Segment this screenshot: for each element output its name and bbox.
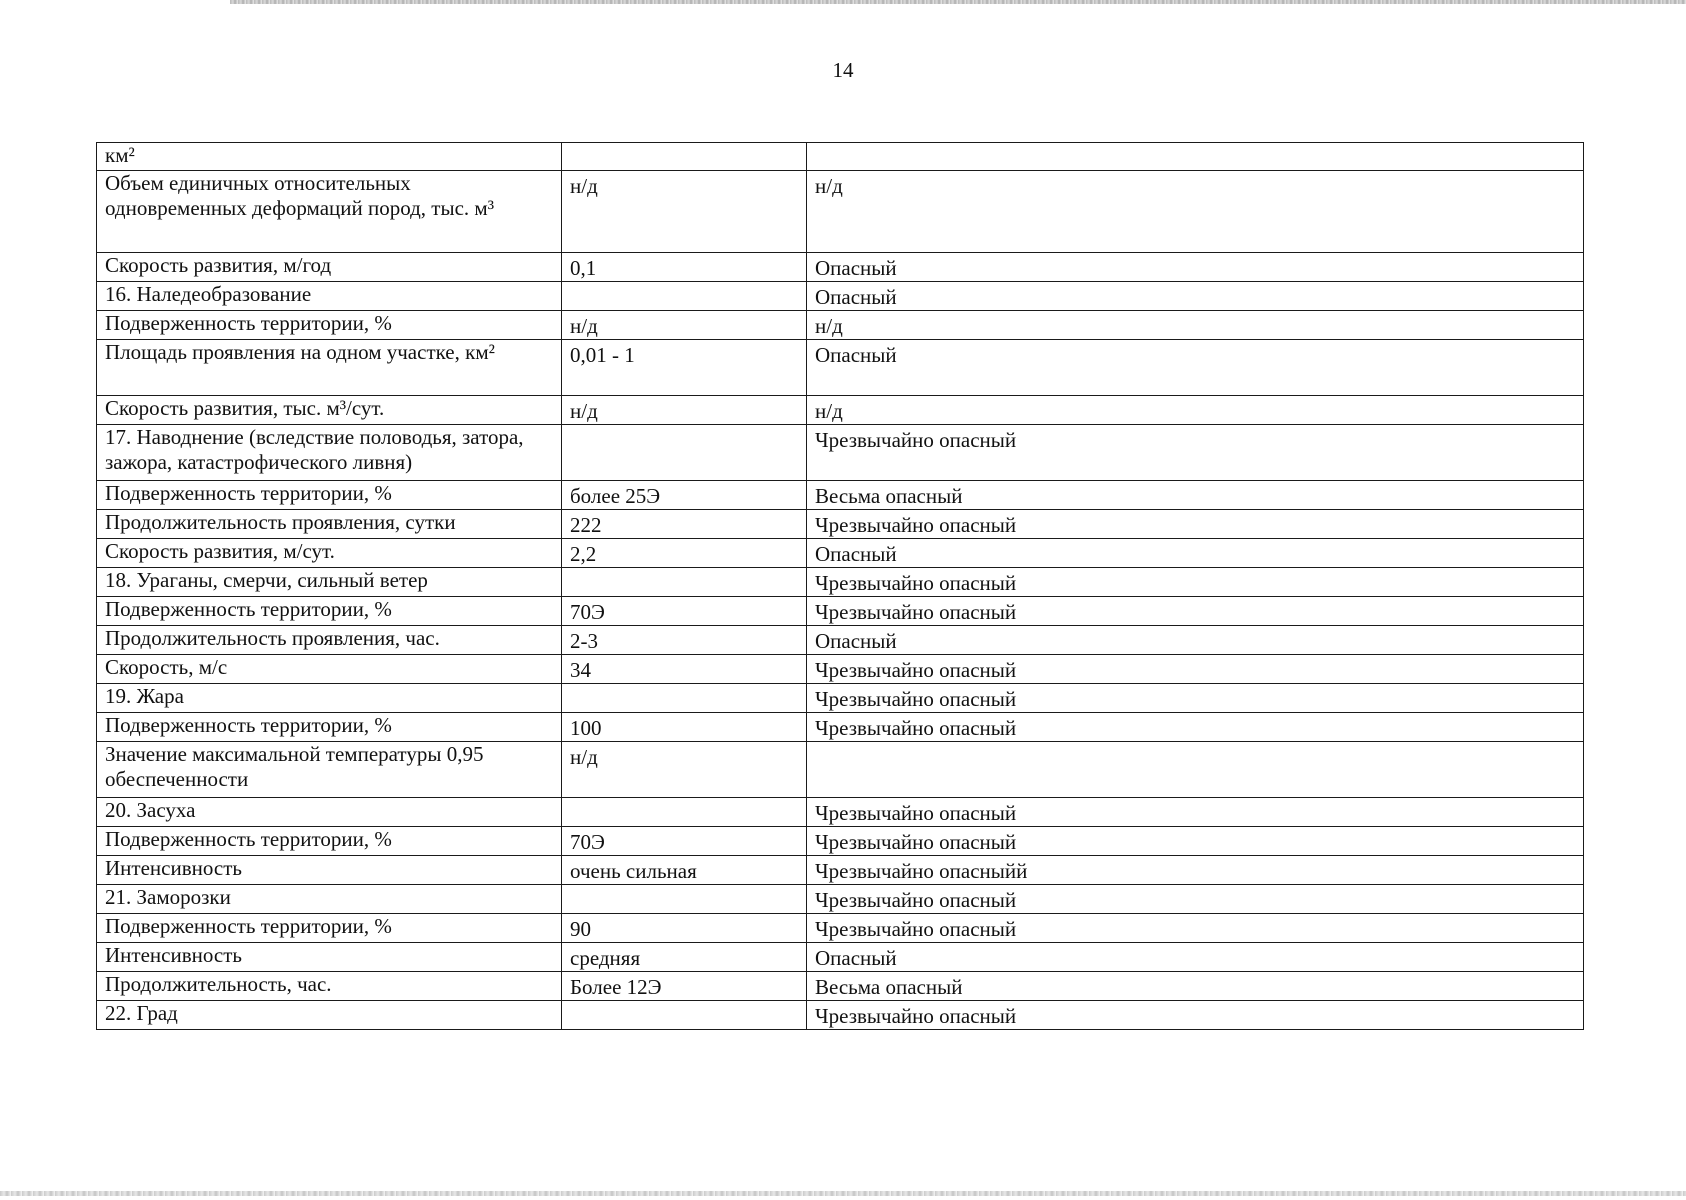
table-row bbox=[97, 311, 1584, 340]
table-cell-value: 0,1 bbox=[562, 253, 807, 282]
table-cell-value bbox=[562, 143, 807, 171]
table-row bbox=[97, 568, 1584, 597]
table-cell-value bbox=[562, 684, 807, 713]
table-cell-parameter: Подверженность территории, % bbox=[97, 597, 562, 626]
table-row bbox=[97, 143, 1584, 171]
table-cell-parameter: Скорость развития, тыс. м³/сут. bbox=[97, 396, 562, 425]
table-cell-parameter: Подверженность территории, % bbox=[97, 481, 562, 510]
table-cell-assessment: Чрезвычайно опасный bbox=[807, 597, 1584, 626]
table-cell-value: н/д bbox=[562, 396, 807, 425]
table-cell-value bbox=[562, 885, 807, 914]
table-cell-value: 2,2 bbox=[562, 539, 807, 568]
table-row bbox=[97, 282, 1584, 311]
table-cell-value bbox=[562, 568, 807, 597]
table-row bbox=[97, 684, 1584, 713]
table-cell-parameter: Интенсивность bbox=[97, 943, 562, 972]
table-cell-parameter: Подверженность территории, % bbox=[97, 713, 562, 742]
table-row bbox=[97, 626, 1584, 655]
table-cell-value: 2-3 bbox=[562, 626, 807, 655]
table-cell-value: н/д bbox=[562, 311, 807, 340]
table-cell-assessment: Чрезвычайно опасный bbox=[807, 655, 1584, 684]
table-cell-assessment bbox=[807, 742, 1584, 798]
table-cell-assessment bbox=[807, 143, 1584, 171]
table-cell-assessment: Опасный bbox=[807, 253, 1584, 282]
table-row bbox=[97, 340, 1584, 396]
table-cell-assessment: Опасный bbox=[807, 943, 1584, 972]
table-row bbox=[97, 798, 1584, 827]
table-cell-parameter: 19. Жара bbox=[97, 684, 562, 713]
table-cell-assessment: Чрезвычайно опасный bbox=[807, 510, 1584, 539]
table-cell-assessment: н/д bbox=[807, 171, 1584, 253]
table-row bbox=[97, 539, 1584, 568]
table-row bbox=[97, 856, 1584, 885]
table-cell-parameter: 18. Ураганы, смерчи, сильный ветер bbox=[97, 568, 562, 597]
table-row bbox=[97, 972, 1584, 1001]
table-row bbox=[97, 943, 1584, 972]
table-cell-assessment: Весьма опасный bbox=[807, 481, 1584, 510]
table-cell-value: н/д bbox=[562, 171, 807, 253]
table-cell-assessment: Чрезвычайно опасный bbox=[807, 713, 1584, 742]
table-cell-parameter: Площадь проявления на одном участке, км² bbox=[97, 340, 562, 396]
table-cell-assessment: Чрезвычайно опасный bbox=[807, 798, 1584, 827]
table-cell-value bbox=[562, 282, 807, 311]
table-cell-value: 34 bbox=[562, 655, 807, 684]
scan-edge-top bbox=[230, 0, 1686, 4]
table-cell-assessment: Чрезвычайно опасный bbox=[807, 684, 1584, 713]
table-cell-assessment: Опасный bbox=[807, 340, 1584, 396]
table-cell-parameter: 22. Град bbox=[97, 1001, 562, 1030]
table-cell-parameter: Подверженность территории, % bbox=[97, 311, 562, 340]
table-cell-parameter: 20. Засуха bbox=[97, 798, 562, 827]
table-cell-parameter: Интенсивность bbox=[97, 856, 562, 885]
table-cell-parameter: Скорость развития, м/сут. bbox=[97, 539, 562, 568]
table-cell-assessment: Чрезвычайно опасныйй bbox=[807, 856, 1584, 885]
table-cell-value: 70Э bbox=[562, 597, 807, 626]
table-cell-value bbox=[562, 798, 807, 827]
table-cell-value: 0,01 - 1 bbox=[562, 340, 807, 396]
table-cell-assessment: Опасный bbox=[807, 539, 1584, 568]
table-cell-assessment: Чрезвычайно опасный bbox=[807, 568, 1584, 597]
table-cell-value: более 25Э bbox=[562, 481, 807, 510]
table-cell-parameter: 21. Заморозки bbox=[97, 885, 562, 914]
table-cell-parameter: Продолжительность проявления, сутки bbox=[97, 510, 562, 539]
table-cell-value: 100 bbox=[562, 713, 807, 742]
table-cell-assessment: Чрезвычайно опасный bbox=[807, 914, 1584, 943]
table-cell-assessment: н/д bbox=[807, 396, 1584, 425]
table-cell-parameter: Объем единичных относительных одновременных деформаций пород, тыс. м³ bbox=[97, 171, 562, 253]
table-cell-value: средняя bbox=[562, 943, 807, 972]
table-row bbox=[97, 914, 1584, 943]
table-cell-value: Более 12Э bbox=[562, 972, 807, 1001]
table-row bbox=[97, 742, 1584, 798]
table-cell-assessment: н/д bbox=[807, 311, 1584, 340]
table-cell-assessment: Опасный bbox=[807, 626, 1584, 655]
table-cell-parameter: 17. Наводнение (вследствие половодья, затора, зажора, катастрофического ливня) bbox=[97, 425, 562, 481]
table-row bbox=[97, 171, 1584, 253]
table-cell-assessment: Опасный bbox=[807, 282, 1584, 311]
hazard-assessment-table bbox=[96, 142, 1584, 1030]
table-row bbox=[97, 885, 1584, 914]
table-cell-assessment: Чрезвычайно опасный bbox=[807, 885, 1584, 914]
table-cell-assessment: Чрезвычайно опасный bbox=[807, 425, 1584, 481]
table-cell-parameter: 16. Наледеобразование bbox=[97, 282, 562, 311]
table-cell-parameter: Подверженность территории, % bbox=[97, 827, 562, 856]
table-cell-value: 70Э bbox=[562, 827, 807, 856]
table-row bbox=[97, 510, 1584, 539]
table-row bbox=[97, 481, 1584, 510]
table-cell-assessment: Чрезвычайно опасный bbox=[807, 827, 1584, 856]
page-number: 14 bbox=[832, 58, 854, 82]
table-cell-value: очень сильная bbox=[562, 856, 807, 885]
table-cell-parameter: Скорость, м/с bbox=[97, 655, 562, 684]
table-row bbox=[97, 655, 1584, 684]
table-cell-value: н/д bbox=[562, 742, 807, 798]
table-cell-value: 90 bbox=[562, 914, 807, 943]
table-cell-parameter: Скорость развития, м/год bbox=[97, 253, 562, 282]
table-cell-value: 222 bbox=[562, 510, 807, 539]
table-cell-parameter: км² bbox=[97, 143, 562, 171]
table-cell-parameter: Продолжительность проявления, час. bbox=[97, 626, 562, 655]
table-cell-parameter: Подверженность территории, % bbox=[97, 914, 562, 943]
table-row bbox=[97, 713, 1584, 742]
table-row bbox=[97, 425, 1584, 481]
table-row bbox=[97, 253, 1584, 282]
table-cell-value bbox=[562, 1001, 807, 1030]
table-cell-assessment: Весьма опасный bbox=[807, 972, 1584, 1001]
table-row bbox=[97, 396, 1584, 425]
table-row bbox=[97, 597, 1584, 626]
table-cell-value bbox=[562, 425, 807, 481]
scan-edge-bottom bbox=[0, 1191, 1686, 1196]
table-row bbox=[97, 1001, 1584, 1030]
table-cell-parameter: Значение максимальной температуры 0,95 обеспеченности bbox=[97, 742, 562, 798]
table-cell-parameter: Продолжительность, час. bbox=[97, 972, 562, 1001]
table-cell-assessment: Чрезвычайно опасный bbox=[807, 1001, 1584, 1030]
table-row bbox=[97, 827, 1584, 856]
